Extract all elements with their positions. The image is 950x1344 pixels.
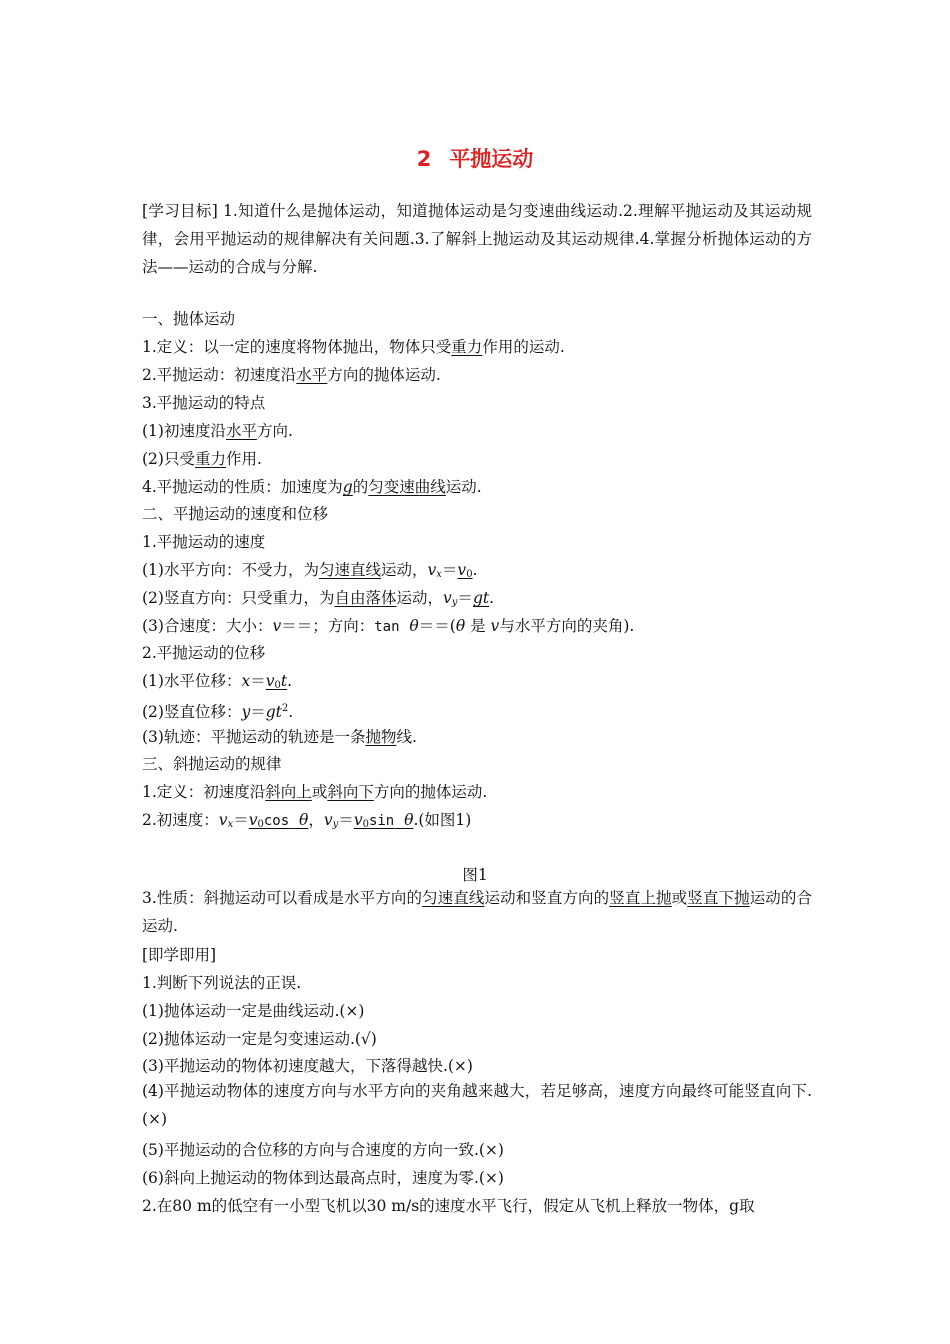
section3-heading: 三、斜抛运动的规律 <box>142 755 282 773</box>
answer-blank: 自由落体 <box>334 589 397 607</box>
text: (1)水平位移： <box>142 672 242 690</box>
text: 作用的运动. <box>482 338 565 356</box>
text: 与水平方向的夹角). <box>499 617 635 635</box>
text: 方向. <box>256 422 293 440</box>
text: ＝ <box>250 672 266 690</box>
math-var: t <box>280 672 288 690</box>
math-var: v <box>427 561 437 579</box>
math-var: v <box>272 617 282 635</box>
section1-heading: 一、抛体运动 <box>142 310 236 328</box>
question-1: 1.判断下列说法的正误. <box>142 974 302 992</box>
text: (2)竖直位移： <box>142 703 242 721</box>
math-sub: 0 <box>362 819 369 830</box>
s2-horizontal <box>142 560 812 585</box>
text: 1.定义：初速度沿 <box>142 783 266 801</box>
answer-blank: 重力 <box>451 338 483 356</box>
question-2: 2.在80 m的低空有一小型飞机以30 m/s的速度水平飞行，假定从飞机上释放一物体，g取 <box>142 1197 755 1215</box>
s3-definition <box>142 782 812 802</box>
s1-features: 3.平抛运动的特点 <box>142 394 266 412</box>
learning-objectives: [学习目标] 1.知道什么是抛体运动，知道抛体运动是匀变速曲线运动.2.理解平抛运动及其运动规律，会用平抛运动的规律解决有关问题.3.了解斜上抛运动及其运动规律.4.掌握分析抛体运动的方法——运动的合成与分解. <box>142 202 812 276</box>
text: (2)只受 <box>142 450 195 468</box>
statement-6: (6)斜向上抛运动的物体到达最高点时，速度为零.(×) <box>142 1169 504 1187</box>
text: ＝＝( <box>418 617 456 635</box>
math-var: v <box>490 617 500 635</box>
text: 运动的合运动. <box>142 889 812 935</box>
text: 或 <box>671 889 688 907</box>
text: 4.平抛运动的性质：加速度为 <box>142 478 343 496</box>
text: ＝ <box>250 703 266 721</box>
statement-2: (2)抛体运动一定是匀变速运动.(√) <box>142 1030 377 1048</box>
text: 运动， <box>380 561 428 579</box>
math-var: x <box>241 672 251 690</box>
s2-horizontal-disp <box>142 671 812 696</box>
answer-blank: g <box>342 478 353 496</box>
s1-projectile <box>142 365 812 385</box>
answer-blank: v <box>353 811 363 829</box>
text: 3.性质：斜抛运动可以看成是水平方向的 <box>142 889 423 907</box>
math-var: y <box>241 703 251 721</box>
answer-blank: 匀速直线 <box>318 561 381 579</box>
text: ， <box>308 811 324 829</box>
answer-blank: 抛物 <box>365 728 397 746</box>
text: 2.平抛运动：初速度沿 <box>142 366 297 384</box>
math-var: θ <box>299 811 309 829</box>
text: ＝ <box>441 561 458 579</box>
page-title <box>0 143 950 173</box>
answer-blank: 斜向下 <box>327 783 374 801</box>
text: (2)竖直方向：只受重力，为 <box>142 589 335 607</box>
answer-blank: 竖直上抛 <box>609 889 672 907</box>
math-var: v <box>218 811 228 829</box>
text: . <box>288 703 294 721</box>
answer-blank: v <box>248 811 258 829</box>
answer-blank: 匀速直线 <box>422 889 485 907</box>
math-func: cos <box>263 813 290 829</box>
text: 2.初速度： <box>142 811 219 829</box>
statement-4: (4)平抛运动物体的速度方向与水平方向的夹角越来越大，若足够高，速度方向最终可能竖直向下.(×) <box>142 1082 812 1128</box>
text: . <box>472 561 478 579</box>
text: (3)合速度：大小： <box>142 617 273 635</box>
text: 运动和竖直方向的 <box>484 889 610 907</box>
answer-blank: 重力 <box>194 450 226 468</box>
s1-definition <box>142 337 812 357</box>
title-number: 2 <box>416 147 432 171</box>
text: (1)初速度沿 <box>142 422 226 440</box>
text: ＝ <box>338 811 354 829</box>
math-sup: 2 <box>281 703 289 714</box>
s1-feature-1 <box>142 421 812 441</box>
s3-property <box>142 884 812 940</box>
text: ＝＝；方向： <box>281 617 375 635</box>
math-func: tan <box>374 619 400 635</box>
math-sub: x <box>436 569 442 580</box>
statement-3: (3)平抛运动的物体初速度越大，下落得越快.(×) <box>142 1057 473 1075</box>
text: 作用. <box>225 450 262 468</box>
s1-feature-2 <box>142 449 812 469</box>
text: ＝ <box>457 589 473 607</box>
s2-velocity: 1.平抛运动的速度 <box>142 533 266 551</box>
section2-heading: 二、平抛运动的速度和位移 <box>142 505 329 523</box>
s2-displacement: 2.平抛运动的位移 <box>142 644 266 662</box>
text: 方向的抛体运动. <box>327 366 441 384</box>
text: .(如图1) <box>413 811 472 829</box>
math-var: θ <box>455 617 466 635</box>
text: 线. <box>396 728 417 746</box>
text: 运动， <box>396 589 443 607</box>
math-var: θ <box>409 617 419 635</box>
answer-blank: 匀变速曲线 <box>368 478 446 496</box>
figure-caption: 图1 <box>462 866 488 884</box>
math-sub: 0 <box>466 569 473 580</box>
s2-vertical <box>142 588 812 613</box>
s2-trajectory <box>142 727 812 747</box>
math-sub: y <box>451 597 458 608</box>
text: 的 <box>352 478 369 496</box>
math-sub: 0 <box>274 680 281 691</box>
answer-blank: 水平 <box>225 422 257 440</box>
answer-blank: v <box>457 561 467 579</box>
s1-nature <box>142 477 812 497</box>
statement-1: (1)抛体运动一定是曲线运动.(×) <box>142 1002 365 1020</box>
text: 是 <box>470 617 486 635</box>
answer-blank: 斜向上 <box>265 783 312 801</box>
answer-blank: v <box>265 672 275 690</box>
math-func: sin <box>368 813 395 829</box>
answer-blank: gt <box>472 589 490 607</box>
title-text: 平抛运动 <box>449 147 534 171</box>
text: ＝ <box>233 811 249 829</box>
text: (1)水平方向：不受力，为 <box>142 561 319 579</box>
text: 或 <box>311 783 328 801</box>
text: 1.定义：以一定的速度将物体抛出，物体只受 <box>142 338 452 356</box>
text: . <box>287 672 293 690</box>
text: 运动. <box>445 478 482 496</box>
math-sub: x <box>227 819 234 830</box>
math-var: v <box>443 589 452 607</box>
text: (3)轨迹：平抛运动的轨迹是一条 <box>142 728 366 746</box>
s2-vertical-disp <box>142 699 812 722</box>
math-var: v <box>323 811 333 829</box>
math-sub: y <box>332 819 339 830</box>
answer-blank: 竖直下抛 <box>687 889 750 907</box>
text: . <box>489 589 495 607</box>
text: 方向的抛体运动. <box>373 783 488 801</box>
math-var: θ <box>404 811 414 829</box>
math-expr: gt <box>265 703 282 721</box>
statement-5: (5)平抛运动的合位移的方向与合速度的方向一致.(×) <box>142 1141 504 1159</box>
answer-blank: 水平 <box>296 366 328 384</box>
practice-heading: [即学即用] <box>142 946 217 964</box>
s3-initial-velocity <box>142 810 812 835</box>
math-sub: 0 <box>257 819 264 830</box>
s2-combined <box>142 616 812 637</box>
